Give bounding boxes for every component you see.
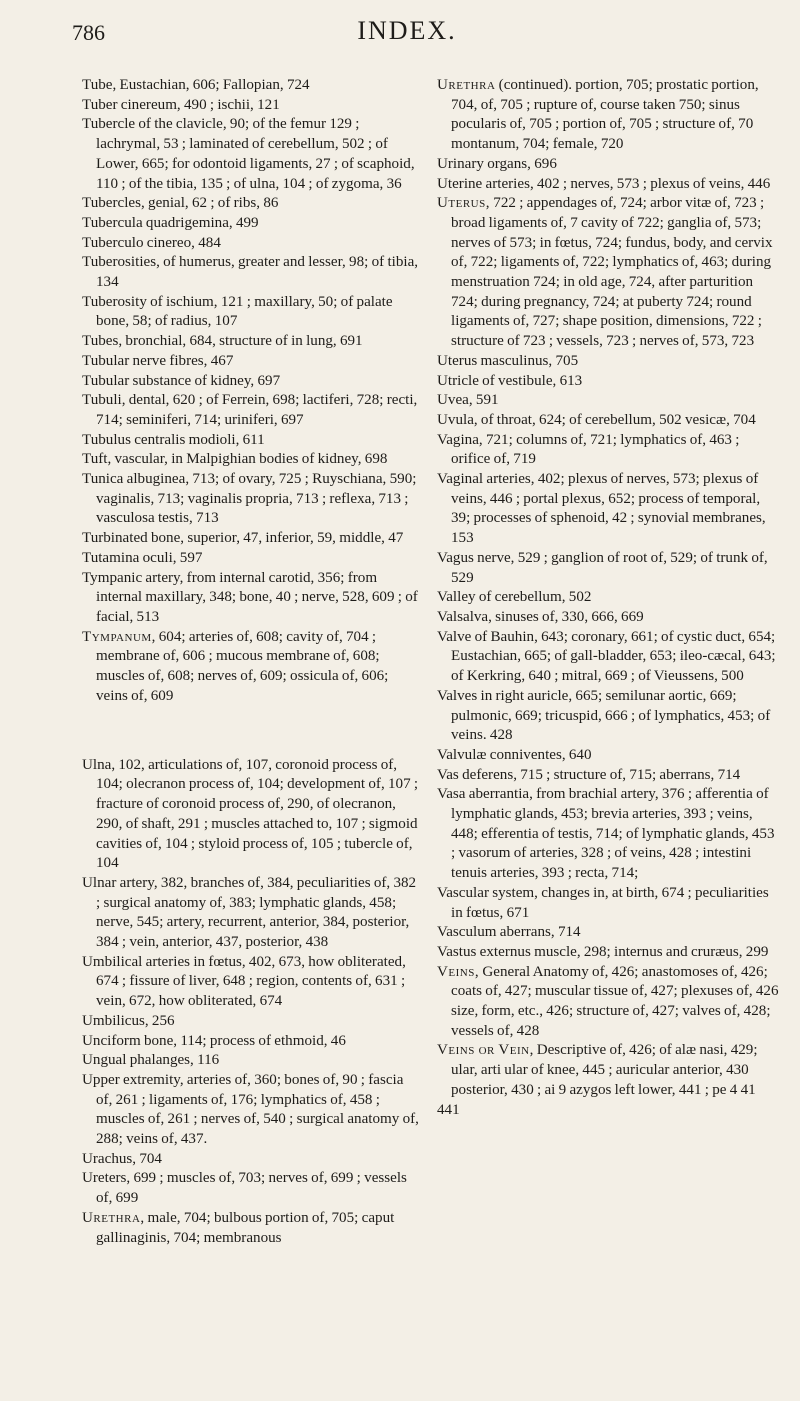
index-entry: Vascular system, changes in, at birth, 674 ; peculiarities in fœtus, 671 — [437, 884, 769, 921]
index-entry: Upper extremity, arteries of, 360; bones of, 90 ; fascia of, 261 ; ligaments of, 176; lymphatics of, 458 ; muscles of, 261 ; nerves of, 540 ; surgical anatomy of, 288; veins of, 437. — [82, 1071, 419, 1148]
index-entry: Vagina, 721; columns of, 721; lymphatics of, 463 ; orifice of, 719 — [437, 431, 740, 468]
index-entry: Valley of cerebellum, 502 — [437, 589, 592, 606]
index-entry: Uterus masculinus, 705 — [437, 352, 579, 369]
index-entry: Valve of Bauhin, 643; coronary, 661; of cystic duct, 654; Eustachian, 665; of gall-bladder, 653; ileo-cæcal, 643; of Kerkring, 640 ; mitral, 669 ; of Vieussens, 500 — [437, 628, 776, 685]
index-entry: Umbilical arteries in fœtus, 402, 673, how obliterated, 674 ; fissure of liver, 648 ; region, contents of, 631 ; vein, 672, how obliterated, 674 — [82, 953, 406, 1010]
column-divider — [428, 68, 429, 1378]
index-entry: Urethra (continued). portion, 705; prostatic portion, 704, of, 705 ; rupture of, course taken 750; sinus pocularis of, 705 ; portion of, 705 ; structure of, 70 montanum, 704; female, 720 — [437, 77, 759, 153]
index-entry: Umbilicus, 256 — [82, 1012, 175, 1029]
index-entry: Uterus, 722 ; appendages of, 724; arbor vitæ of, 723 ; broad ligaments of, 7 cavity of 722; ganglia of, 573; nerves of 573; in fœtus, 724; fundus, body, and cervix of, 722; ligaments of, 722; lymphatics of, 463; during menstruation 724; in old age, 724, after parturition 724; during pregnancy, 724; at puberty 724; round ligaments of, 727; shape position, dimensions, 722 ; structure of 723 ; vessels, 723 ; nerves of, 573, 723 — [437, 195, 773, 350]
index-entry: Veins, General Anatomy of, 426; anastomoses of, 426; coats of, 427; muscular tissue of, 427; plexuses of, 426 size, form, etc., 426; structure of, 427; valves of, 428; vessels of, 428 — [437, 963, 779, 1039]
index-entry: Ulnar artery, 382, branches of, 384, peculiarities of, 382 ; surgical anatomy of, 383; lymphatic glands, 458; nerve, 545; artery, recurrent, anterior, 384, posterior, 384 ; vein, anterior, 437, posterior, 438 — [82, 874, 417, 951]
index-entry: Tube, Eustachian, 606; Fallopian, 724 — [82, 77, 310, 93]
index-entry: Tubercula quadrigemina, 499 — [82, 214, 259, 231]
index-entry: Tuberosity of ischium, 121 ; maxillary, 50; of palate bone, 58; of radius, 107 — [82, 293, 393, 330]
index-entry: Vagus nerve, 529 ; ganglion of root of, 529; of trunk of, 529 — [437, 549, 768, 586]
index-entry: Tympanic artery, from internal carotid, 356; from internal maxillary, 348; bone, 40 ; nerve, 528, 609 ; of facial, 513 — [82, 569, 418, 625]
index-entry: Urachus, 704 — [82, 1150, 162, 1167]
index-entry: Vasa aberrantia, from brachial artery, 376 ; afferentia of lymphatic glands, 453; brevia arteries, 393 ; veins, 448; efferentia of testis, 714; of lymphatic glands, 453 ; vasorum of arteries, 328 ; of veins, 428 ; intestini tenuis arteries, 393 ; recta, 714; — [437, 786, 775, 882]
index-entry: Vas deferens, 715 ; structure of, 715; aberrans, 714 — [437, 766, 741, 783]
page-number: 786 — [72, 20, 105, 45]
index-entry: Turbinated bone, superior, 47, inferior, 59, middle, 47 — [82, 530, 404, 547]
index-column-right — [437, 76, 781, 1120]
index-entry: Urinary organs, 696 — [437, 155, 557, 172]
index-entry: Tuber cinereum, 490 ; ischii, 121 — [82, 96, 280, 113]
index-entry: Vasculum aberrans, 714 — [437, 924, 581, 941]
index-entry: Tubulus centralis modioli, 611 — [82, 431, 265, 448]
index-entry: Uvea, 591 — [437, 392, 499, 409]
index-entry: Utricle of vestibule, 613 — [437, 372, 583, 389]
index-entry: Tunica albuginea, 713; of ovary, 725 ; Ruyschiana, 590; vaginalis, 713; vaginalis propria, 713 ; reflexa, 713 ; vasculosa testis, 713 — [82, 471, 417, 527]
index-entry: Tubular substance of kidney, 697 — [82, 372, 281, 389]
index-entry: Tuberculo cinereo, 484 — [82, 234, 221, 251]
index-entry: Vastus externus muscle, 298; internus and cruræus, 299 — [437, 943, 769, 960]
index-entry: Tubes, bronchial, 684, structure of in lung, 691 — [82, 333, 363, 350]
index-entry: Uvula, of throat, 624; of cerebellum, 502 vesicæ, 704 — [437, 411, 756, 428]
index-entry: Tympanum, 604; arteries of, 608; cavity of, 704 ; membrane of, 606 ; mucous membrane of, 608; muscles of, 608; nerves of, 609; ossicula of, 606; veins of, 609 — [82, 628, 389, 704]
index-entry: Tuft, vascular, in Malpighian bodies of kidney, 698 — [82, 451, 388, 468]
index-entry: Tubuli, dental, 620 ; of Ferrein, 698; lactiferi, 728; recti, 714; seminiferi, 714; uriniferi, 697 — [82, 392, 418, 428]
index-entry: Veins or Vein, Descriptive of, 426; of alæ nasi, 429; ular, arti ular of knee, 445 ; auricular anterior, 430 posterior, 430 ; ai 9 azygos left lower, 441 ; pe 4 41 — [437, 1042, 758, 1098]
index-entry: Tubercles, genial, 62 ; of ribs, 86 — [82, 195, 279, 212]
page-title: INDEX. — [357, 16, 457, 45]
index-entry: Valsalva, sinuses of, 330, 666, 669 — [437, 608, 644, 625]
index-entry: Valves in right auricle, 665; semilunar aortic, 669; pulmonic, 669; tricuspid, 666 ; of lymphatics, 453; of veins. 428 — [437, 687, 771, 744]
index-entry: Ureters, 699 ; muscles of, 703; nerves of, 699 ; vessels of, 699 — [82, 1170, 407, 1207]
index-entry: Tubular nerve fibres, 467 — [82, 352, 234, 369]
page-header — [72, 14, 742, 48]
section-gap — [82, 722, 420, 741]
index-entry: 441 — [437, 1101, 460, 1118]
index-entry: Vaginal arteries, 402; plexus of nerves, 573; plexus of veins, 446 ; portal plexus, 652; process of temporal, 39; processes of sphenoid, 42 ; synovial membranes, 153 — [437, 471, 766, 547]
index-entry: Tubercle of the clavicle, 90; of the femur 129 ; lachrymal, 53 ; laminated of cerebellum, 502 ; of Lower, 665; for odontoid ligaments, 27 ; of scaphoid, 110 ; of the tibia, 135 ; of ulna, 104 ; of zygoma, 36 — [82, 116, 415, 192]
index-entry: Ungual phalanges, 116 — [82, 1052, 220, 1069]
index-entry: Ulna, 102, articulations of, 107, coronoid process of, 104; olecranon process of, 104; development of, 107 ; fracture of coronoid process of, 290, of olecranon, 290, of shaft, 291 ; muscles attached to, 107 ; sigmoid cavities of, 104 ; styloid process of, 105 ; tubercle of, 104 — [82, 756, 419, 872]
index-column-left — [82, 76, 420, 1248]
index-entry: Unciform bone, 114; process of ethmoid, 46 — [82, 1032, 346, 1049]
index-entry: Urethra, male, 704; bulbous portion of, 705; caput gallinaginis, 704; membranous — [82, 1209, 395, 1246]
index-entry: Uterine arteries, 402 ; nerves, 573 ; plexus of veins, 446 — [437, 175, 771, 192]
index-entry: Tutamina oculi, 597 — [82, 549, 203, 566]
index-entry: Valvulæ conniventes, 640 — [437, 746, 592, 763]
index-entry: Tuberosities, of humerus, greater and lesser, 98; of tibia, 134 — [82, 254, 419, 291]
